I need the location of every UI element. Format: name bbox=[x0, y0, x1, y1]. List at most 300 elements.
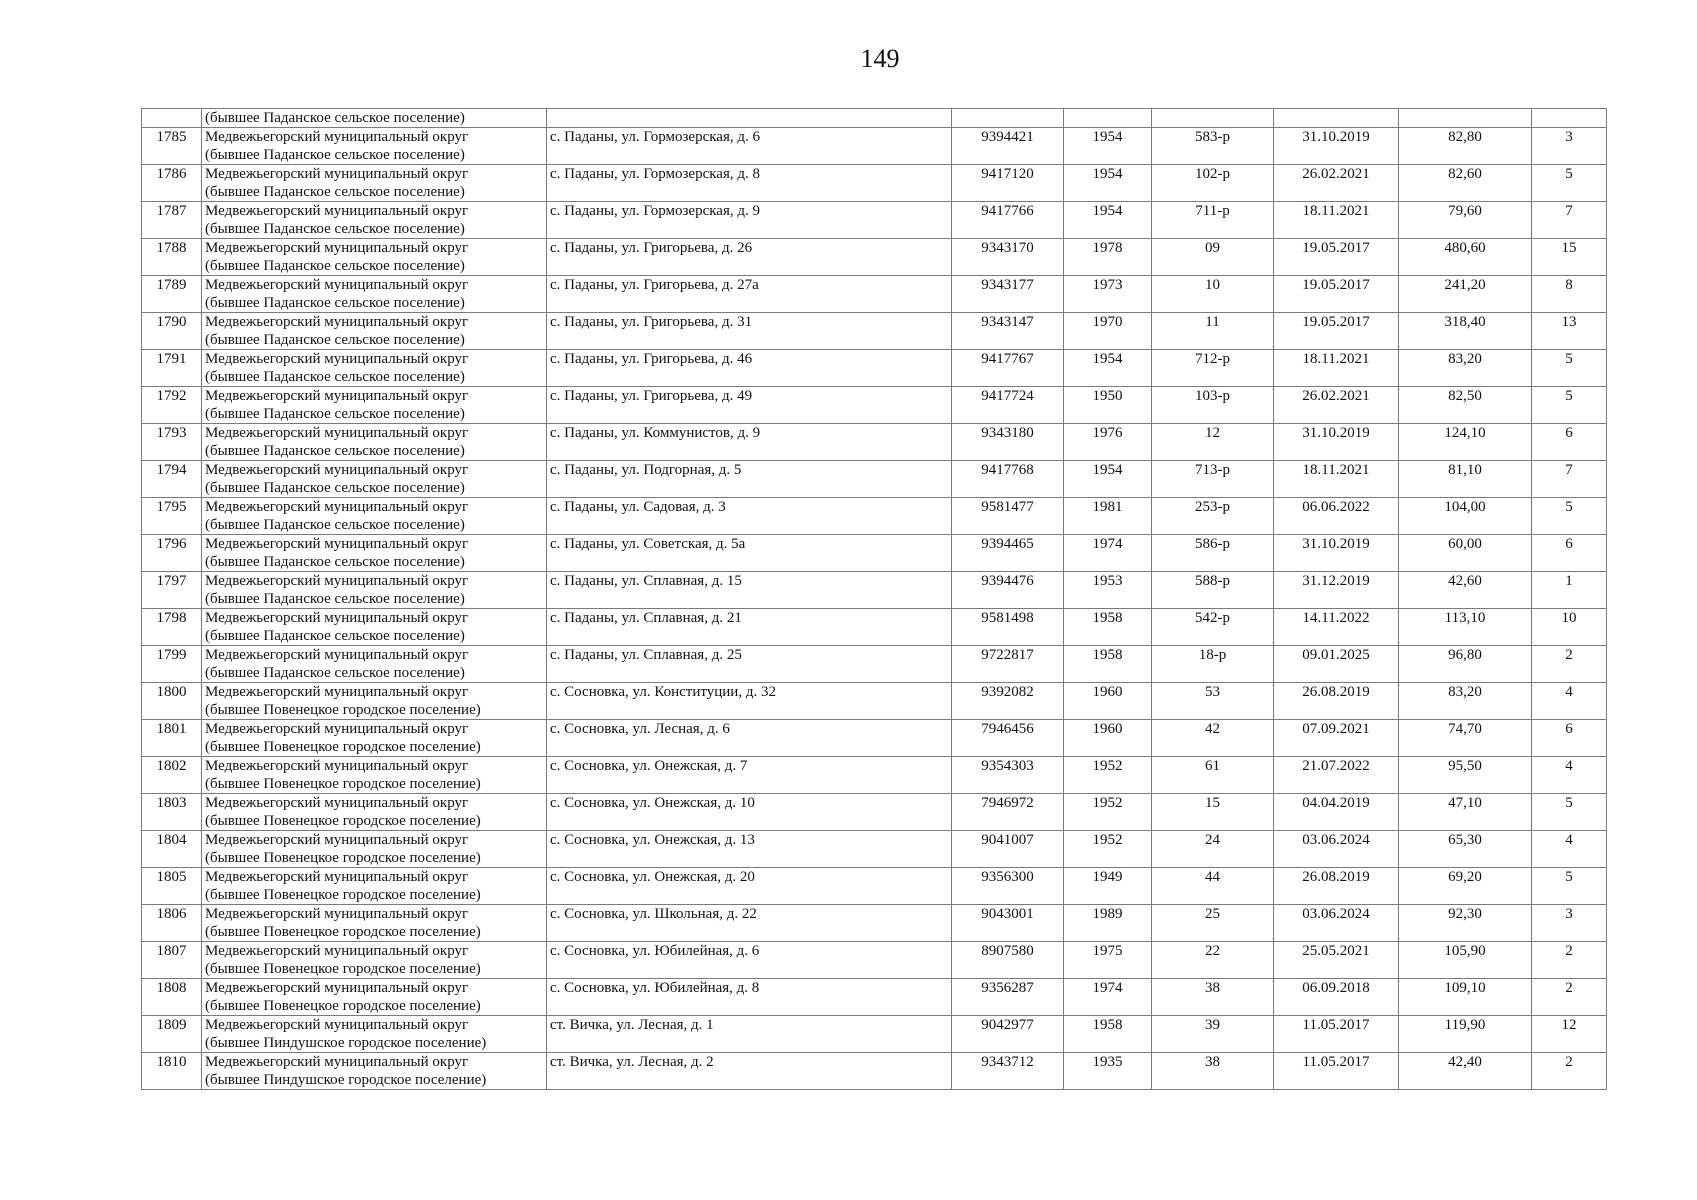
table-row bbox=[142, 572, 1607, 609]
table-row bbox=[142, 942, 1607, 979]
municipality-name: Медвежьегорский муниципальный округ bbox=[205, 277, 469, 293]
resident-count: 6 bbox=[1532, 535, 1607, 572]
table-row bbox=[142, 683, 1607, 720]
resident-count: 2 bbox=[1532, 1053, 1607, 1090]
page-number: 149 bbox=[860, 44, 900, 73]
address: с. Паданы, ул. Садовая, д. 3 bbox=[547, 498, 952, 535]
cadastral-code: 9343170 bbox=[952, 239, 1064, 276]
cadastral-code: 9722817 bbox=[952, 646, 1064, 683]
address: с. Сосновка, ул. Онежская, д. 7 bbox=[547, 757, 952, 794]
document-date: 11.05.2017 bbox=[1274, 1016, 1399, 1053]
document-number: 583-р bbox=[1152, 128, 1274, 165]
row-number: 1791 bbox=[142, 350, 202, 387]
build-year: 1981 bbox=[1064, 498, 1152, 535]
document-date: 19.05.2017 bbox=[1274, 276, 1399, 313]
municipality bbox=[202, 720, 547, 757]
cadastral-code: 9343712 bbox=[952, 1053, 1064, 1090]
build-year: 1952 bbox=[1064, 757, 1152, 794]
area: 79,60 bbox=[1399, 202, 1532, 239]
resident-count: 3 bbox=[1532, 905, 1607, 942]
build-year: 1953 bbox=[1064, 572, 1152, 609]
row-number: 1785 bbox=[142, 128, 202, 165]
document-date: 11.05.2017 bbox=[1274, 1053, 1399, 1090]
area: 81,10 bbox=[1399, 461, 1532, 498]
row-number: 1794 bbox=[142, 461, 202, 498]
build-year: 1935 bbox=[1064, 1053, 1152, 1090]
address: ст. Вичка, ул. Лесная, д. 1 bbox=[547, 1016, 952, 1053]
resident-count: 15 bbox=[1532, 239, 1607, 276]
address: с. Паданы, ул. Советская, д. 5а bbox=[547, 535, 952, 572]
area: 113,10 bbox=[1399, 609, 1532, 646]
municipality-name: Медвежьегорский муниципальный округ bbox=[205, 980, 469, 996]
municipality bbox=[202, 1016, 547, 1053]
document-date: 26.08.2019 bbox=[1274, 683, 1399, 720]
table-row bbox=[142, 535, 1607, 572]
cadastral-code: 9343180 bbox=[952, 424, 1064, 461]
former-settlement: (бывшее Повенецкое городское поселение) bbox=[205, 998, 481, 1014]
cadastral-code: 9041007 bbox=[952, 831, 1064, 868]
row-number: 1800 bbox=[142, 683, 202, 720]
municipality bbox=[202, 313, 547, 350]
former-settlement: (бывшее Паданское сельское поселение) bbox=[205, 221, 465, 237]
municipality-name: Медвежьегорский муниципальный округ bbox=[205, 869, 469, 885]
build-year: 1950 bbox=[1064, 387, 1152, 424]
build-year: 1973 bbox=[1064, 276, 1152, 313]
cadastral-code bbox=[952, 109, 1064, 128]
area: 42,60 bbox=[1399, 572, 1532, 609]
cadastral-code: 9356300 bbox=[952, 868, 1064, 905]
document-date: 31.10.2019 bbox=[1274, 535, 1399, 572]
address: с. Сосновка, ул. Онежская, д. 10 bbox=[547, 794, 952, 831]
cadastral-code: 9392082 bbox=[952, 683, 1064, 720]
document-date: 31.12.2019 bbox=[1274, 572, 1399, 609]
municipality bbox=[202, 979, 547, 1016]
document-number: 103-р bbox=[1152, 387, 1274, 424]
build-year: 1978 bbox=[1064, 239, 1152, 276]
former-settlement: (бывшее Повенецкое городское поселение) bbox=[205, 739, 481, 755]
address: с. Сосновка, ул. Юбилейная, д. 6 bbox=[547, 942, 952, 979]
document-number: 542-р bbox=[1152, 609, 1274, 646]
document-number: 42 bbox=[1152, 720, 1274, 757]
resident-count: 5 bbox=[1532, 165, 1607, 202]
document-number bbox=[1152, 109, 1274, 128]
document-number: 25 bbox=[1152, 905, 1274, 942]
build-year: 1954 bbox=[1064, 128, 1152, 165]
former-settlement: (бывшее Повенецкое городское поселение) bbox=[205, 887, 481, 903]
row-number: 1799 bbox=[142, 646, 202, 683]
resident-count bbox=[1532, 109, 1607, 128]
municipality bbox=[202, 609, 547, 646]
table-row bbox=[142, 276, 1607, 313]
build-year: 1960 bbox=[1064, 683, 1152, 720]
address: с. Паданы, ул. Коммунистов, д. 9 bbox=[547, 424, 952, 461]
document-date: 14.11.2022 bbox=[1274, 609, 1399, 646]
area: 318,40 bbox=[1399, 313, 1532, 350]
table-row bbox=[142, 757, 1607, 794]
row-number: 1804 bbox=[142, 831, 202, 868]
former-settlement: (бывшее Паданское сельское поселение) bbox=[205, 295, 465, 311]
address: с. Паданы, ул. Гормозерская, д. 9 bbox=[547, 202, 952, 239]
cadastral-code: 9043001 bbox=[952, 905, 1064, 942]
table-row bbox=[142, 905, 1607, 942]
build-year: 1958 bbox=[1064, 1016, 1152, 1053]
resident-count: 10 bbox=[1532, 609, 1607, 646]
cadastral-code: 9581477 bbox=[952, 498, 1064, 535]
cadastral-code: 9417767 bbox=[952, 350, 1064, 387]
row-number: 1798 bbox=[142, 609, 202, 646]
resident-count: 4 bbox=[1532, 683, 1607, 720]
cadastral-code: 8907580 bbox=[952, 942, 1064, 979]
municipality bbox=[202, 239, 547, 276]
area: 124,10 bbox=[1399, 424, 1532, 461]
build-year: 1975 bbox=[1064, 942, 1152, 979]
former-settlement: (бывшее Паданское сельское поселение) bbox=[205, 258, 465, 274]
cadastral-code: 9394476 bbox=[952, 572, 1064, 609]
cadastral-code: 9354303 bbox=[952, 757, 1064, 794]
resident-count: 5 bbox=[1532, 868, 1607, 905]
cadastral-code: 9581498 bbox=[952, 609, 1064, 646]
former-settlement: (бывшее Паданское сельское поселение) bbox=[205, 406, 465, 422]
area: 82,60 bbox=[1399, 165, 1532, 202]
former-settlement: (бывшее Паданское сельское поселение) bbox=[205, 332, 465, 348]
municipality-name: Медвежьегорский муниципальный округ bbox=[205, 573, 469, 589]
row-number: 1801 bbox=[142, 720, 202, 757]
row-number: 1805 bbox=[142, 868, 202, 905]
document-date: 31.10.2019 bbox=[1274, 128, 1399, 165]
housing-registry-table bbox=[141, 108, 1607, 1090]
municipality bbox=[202, 350, 547, 387]
build-year: 1952 bbox=[1064, 794, 1152, 831]
row-number: 1797 bbox=[142, 572, 202, 609]
municipality bbox=[202, 498, 547, 535]
table-row bbox=[142, 313, 1607, 350]
address: с. Паданы, ул. Григорьева, д. 26 bbox=[547, 239, 952, 276]
municipality bbox=[202, 128, 547, 165]
document-number: 38 bbox=[1152, 979, 1274, 1016]
former-settlement: (бывшее Повенецкое городское поселение) bbox=[205, 924, 481, 940]
former-settlement: (бывшее Пиндушское городское поселение) bbox=[205, 1072, 487, 1088]
address: с. Сосновка, ул. Лесная, д. 6 bbox=[547, 720, 952, 757]
document-date: 18.11.2021 bbox=[1274, 350, 1399, 387]
document-number: 253-р bbox=[1152, 498, 1274, 535]
row-number: 1807 bbox=[142, 942, 202, 979]
document-number: 44 bbox=[1152, 868, 1274, 905]
cadastral-code: 9394421 bbox=[952, 128, 1064, 165]
continuation-row bbox=[142, 109, 1607, 128]
row-number: 1806 bbox=[142, 905, 202, 942]
municipality-name: Медвежьегорский муниципальный округ bbox=[205, 425, 469, 441]
build-year: 1954 bbox=[1064, 165, 1152, 202]
municipality bbox=[202, 165, 547, 202]
document-number: 09 bbox=[1152, 239, 1274, 276]
table-row bbox=[142, 868, 1607, 905]
address: с. Паданы, ул. Сплавная, д. 15 bbox=[547, 572, 952, 609]
address: с. Сосновка, ул. Юбилейная, д. 8 bbox=[547, 979, 952, 1016]
municipality bbox=[202, 461, 547, 498]
build-year: 1952 bbox=[1064, 831, 1152, 868]
table-row bbox=[142, 498, 1607, 535]
municipality-name: Медвежьегорский муниципальный округ bbox=[205, 1017, 469, 1033]
area: 74,70 bbox=[1399, 720, 1532, 757]
table-row bbox=[142, 424, 1607, 461]
document-number: 53 bbox=[1152, 683, 1274, 720]
document-number: 24 bbox=[1152, 831, 1274, 868]
cadastral-code: 9356287 bbox=[952, 979, 1064, 1016]
area: 119,90 bbox=[1399, 1016, 1532, 1053]
municipality bbox=[202, 794, 547, 831]
cadastral-code: 9343147 bbox=[952, 313, 1064, 350]
document-date: 19.05.2017 bbox=[1274, 239, 1399, 276]
area: 65,30 bbox=[1399, 831, 1532, 868]
document-number: 39 bbox=[1152, 1016, 1274, 1053]
build-year bbox=[1064, 109, 1152, 128]
municipality bbox=[202, 535, 547, 572]
table-row bbox=[142, 202, 1607, 239]
municipality-name: Медвежьегорский муниципальный округ bbox=[205, 721, 469, 737]
resident-count: 1 bbox=[1532, 572, 1607, 609]
row-number: 1803 bbox=[142, 794, 202, 831]
resident-count: 3 bbox=[1532, 128, 1607, 165]
municipality-name: Медвежьегорский муниципальный округ bbox=[205, 462, 469, 478]
build-year: 1960 bbox=[1064, 720, 1152, 757]
cadastral-code: 9417766 bbox=[952, 202, 1064, 239]
municipality-name: Медвежьегорский муниципальный округ bbox=[205, 795, 469, 811]
resident-count: 13 bbox=[1532, 313, 1607, 350]
table-row bbox=[142, 831, 1607, 868]
row-number: 1808 bbox=[142, 979, 202, 1016]
document-number: 588-р bbox=[1152, 572, 1274, 609]
row-number: 1789 bbox=[142, 276, 202, 313]
resident-count: 4 bbox=[1532, 757, 1607, 794]
address: с. Паданы, ул. Григорьева, д. 46 bbox=[547, 350, 952, 387]
build-year: 1976 bbox=[1064, 424, 1152, 461]
document-date: 21.07.2022 bbox=[1274, 757, 1399, 794]
area: 82,50 bbox=[1399, 387, 1532, 424]
row-number bbox=[142, 109, 202, 128]
document-number: 12 bbox=[1152, 424, 1274, 461]
row-number: 1793 bbox=[142, 424, 202, 461]
resident-count: 6 bbox=[1532, 424, 1607, 461]
row-number: 1786 bbox=[142, 165, 202, 202]
municipality bbox=[202, 831, 547, 868]
former-settlement: (бывшее Повенецкое городское поселение) bbox=[205, 813, 481, 829]
document-date: 25.05.2021 bbox=[1274, 942, 1399, 979]
municipality-name: Медвежьегорский муниципальный округ bbox=[205, 647, 469, 663]
municipality bbox=[202, 387, 547, 424]
resident-count: 5 bbox=[1532, 794, 1607, 831]
address: с. Паданы, ул. Гормозерская, д. 6 bbox=[547, 128, 952, 165]
former-settlement: (бывшее Паданское сельское поселение) bbox=[205, 628, 465, 644]
document-date: 06.06.2022 bbox=[1274, 498, 1399, 535]
former-settlement: (бывшее Повенецкое городское поселение) bbox=[205, 961, 481, 977]
table-row bbox=[142, 720, 1607, 757]
build-year: 1958 bbox=[1064, 646, 1152, 683]
area: 96,80 bbox=[1399, 646, 1532, 683]
former-settlement: (бывшее Повенецкое городское поселение) bbox=[205, 850, 481, 866]
municipality bbox=[202, 757, 547, 794]
document-date: 03.06.2024 bbox=[1274, 905, 1399, 942]
address: с. Паданы, ул. Григорьева, д. 49 bbox=[547, 387, 952, 424]
document-number: 18-р bbox=[1152, 646, 1274, 683]
municipality-name: Медвежьегорский муниципальный округ bbox=[205, 832, 469, 848]
address: с. Паданы, ул. Сплавная, д. 25 bbox=[547, 646, 952, 683]
document-number: 713-р bbox=[1152, 461, 1274, 498]
municipality-name: Медвежьегорский муниципальный округ bbox=[205, 314, 469, 330]
municipality: (бывшее Паданское сельское поселение) bbox=[202, 109, 547, 128]
build-year: 1958 bbox=[1064, 609, 1152, 646]
document-date: 18.11.2021 bbox=[1274, 202, 1399, 239]
former-settlement: (бывшее Паданское сельское поселение) bbox=[205, 443, 465, 459]
area: 104,00 bbox=[1399, 498, 1532, 535]
table-row bbox=[142, 1016, 1607, 1053]
document-number: 102-р bbox=[1152, 165, 1274, 202]
row-number: 1795 bbox=[142, 498, 202, 535]
cadastral-code: 9417768 bbox=[952, 461, 1064, 498]
cadastral-code: 9394465 bbox=[952, 535, 1064, 572]
build-year: 1974 bbox=[1064, 979, 1152, 1016]
table-row bbox=[142, 461, 1607, 498]
document-date: 07.09.2021 bbox=[1274, 720, 1399, 757]
document-number: 22 bbox=[1152, 942, 1274, 979]
document-number: 586-р bbox=[1152, 535, 1274, 572]
document-number: 11 bbox=[1152, 313, 1274, 350]
municipality-name: Медвежьегорский муниципальный округ bbox=[205, 1054, 469, 1070]
address: с. Паданы, ул. Сплавная, д. 21 bbox=[547, 609, 952, 646]
resident-count: 2 bbox=[1532, 942, 1607, 979]
document-number: 38 bbox=[1152, 1053, 1274, 1090]
address: с. Паданы, ул. Гормозерская, д. 8 bbox=[547, 165, 952, 202]
table-row bbox=[142, 794, 1607, 831]
address: с. Паданы, ул. Подгорная, д. 5 bbox=[547, 461, 952, 498]
address: ст. Вичка, ул. Лесная, д. 2 bbox=[547, 1053, 952, 1090]
municipality bbox=[202, 424, 547, 461]
former-settlement: (бывшее Паданское сельское поселение) bbox=[205, 147, 465, 163]
municipality bbox=[202, 646, 547, 683]
resident-count: 5 bbox=[1532, 387, 1607, 424]
resident-count: 2 bbox=[1532, 979, 1607, 1016]
document-date: 04.04.2019 bbox=[1274, 794, 1399, 831]
row-number: 1802 bbox=[142, 757, 202, 794]
area: 42,40 bbox=[1399, 1053, 1532, 1090]
document-number: 10 bbox=[1152, 276, 1274, 313]
municipality-name: Медвежьегорский муниципальный округ bbox=[205, 240, 469, 256]
municipality-name: Медвежьегорский муниципальный округ bbox=[205, 388, 469, 404]
build-year: 1970 bbox=[1064, 313, 1152, 350]
address: с. Паданы, ул. Григорьева, д. 31 bbox=[547, 313, 952, 350]
document-date: 26.08.2019 bbox=[1274, 868, 1399, 905]
registry-body bbox=[142, 109, 1607, 1090]
former-settlement: (бывшее Паданское сельское поселение) bbox=[205, 554, 465, 570]
resident-count: 8 bbox=[1532, 276, 1607, 313]
document-number: 711-р bbox=[1152, 202, 1274, 239]
table-row bbox=[142, 165, 1607, 202]
document-number: 61 bbox=[1152, 757, 1274, 794]
row-number: 1792 bbox=[142, 387, 202, 424]
address: с. Паданы, ул. Григорьева, д. 27а bbox=[547, 276, 952, 313]
municipality-name: Медвежьегорский муниципальный округ bbox=[205, 129, 469, 145]
address: с. Сосновка, ул. Школьная, д. 22 bbox=[547, 905, 952, 942]
area: 82,80 bbox=[1399, 128, 1532, 165]
table-row bbox=[142, 646, 1607, 683]
resident-count: 6 bbox=[1532, 720, 1607, 757]
municipality-name: Медвежьегорский муниципальный округ bbox=[205, 684, 469, 700]
municipality bbox=[202, 572, 547, 609]
address bbox=[547, 109, 952, 128]
cadastral-code: 7946456 bbox=[952, 720, 1064, 757]
former-settlement: (бывшее Паданское сельское поселение) bbox=[205, 517, 465, 533]
municipality bbox=[202, 942, 547, 979]
municipality bbox=[202, 202, 547, 239]
build-year: 1954 bbox=[1064, 202, 1152, 239]
cadastral-code: 7946972 bbox=[952, 794, 1064, 831]
municipality-name: Медвежьегорский муниципальный округ bbox=[205, 758, 469, 774]
document-date: 26.02.2021 bbox=[1274, 387, 1399, 424]
former-settlement: (бывшее Паданское сельское поселение) bbox=[205, 665, 465, 681]
row-number: 1796 bbox=[142, 535, 202, 572]
row-number: 1788 bbox=[142, 239, 202, 276]
municipality-name: Медвежьегорский муниципальный округ bbox=[205, 943, 469, 959]
resident-count: 5 bbox=[1532, 350, 1607, 387]
municipality-name: Медвежьегорский муниципальный округ bbox=[205, 166, 469, 182]
row-number: 1787 bbox=[142, 202, 202, 239]
document-date: 18.11.2021 bbox=[1274, 461, 1399, 498]
cadastral-code: 9417724 bbox=[952, 387, 1064, 424]
area: 480,60 bbox=[1399, 239, 1532, 276]
municipality-name: Медвежьегорский муниципальный округ bbox=[205, 906, 469, 922]
row-number: 1810 bbox=[142, 1053, 202, 1090]
address: с. Сосновка, ул. Конституции, д. 32 bbox=[547, 683, 952, 720]
former-settlement: (бывшее Паданское сельское поселение) bbox=[205, 369, 465, 385]
document-number: 712-р bbox=[1152, 350, 1274, 387]
table-row bbox=[142, 609, 1607, 646]
table-row bbox=[142, 128, 1607, 165]
area: 109,10 bbox=[1399, 979, 1532, 1016]
municipality-name: Медвежьегорский муниципальный округ bbox=[205, 351, 469, 367]
area: 60,00 bbox=[1399, 535, 1532, 572]
resident-count: 12 bbox=[1532, 1016, 1607, 1053]
municipality-name: Медвежьегорский муниципальный округ bbox=[205, 499, 469, 515]
former-settlement: (бывшее Паданское сельское поселение) bbox=[205, 184, 465, 200]
build-year: 1954 bbox=[1064, 350, 1152, 387]
resident-count: 2 bbox=[1532, 646, 1607, 683]
address: с. Сосновка, ул. Онежская, д. 13 bbox=[547, 831, 952, 868]
document-date: 31.10.2019 bbox=[1274, 424, 1399, 461]
former-settlement: (бывшее Повенецкое городское поселение) bbox=[205, 702, 481, 718]
area: 83,20 bbox=[1399, 350, 1532, 387]
document-date: 03.06.2024 bbox=[1274, 831, 1399, 868]
cadastral-code: 9417120 bbox=[952, 165, 1064, 202]
area: 95,50 bbox=[1399, 757, 1532, 794]
build-year: 1989 bbox=[1064, 905, 1152, 942]
cadastral-code: 9042977 bbox=[952, 1016, 1064, 1053]
document-date: 09.01.2025 bbox=[1274, 646, 1399, 683]
table-row bbox=[142, 350, 1607, 387]
area bbox=[1399, 109, 1532, 128]
area: 83,20 bbox=[1399, 683, 1532, 720]
area: 105,90 bbox=[1399, 942, 1532, 979]
municipality bbox=[202, 683, 547, 720]
municipality bbox=[202, 905, 547, 942]
municipality-name: Медвежьегорский муниципальный округ bbox=[205, 610, 469, 626]
area: 92,30 bbox=[1399, 905, 1532, 942]
document-date: 26.02.2021 bbox=[1274, 165, 1399, 202]
row-number: 1809 bbox=[142, 1016, 202, 1053]
table-row bbox=[142, 1053, 1607, 1090]
former-settlement: (бывшее Паданское сельское поселение) bbox=[205, 591, 465, 607]
municipality bbox=[202, 276, 547, 313]
table-row bbox=[142, 239, 1607, 276]
cadastral-code: 9343177 bbox=[952, 276, 1064, 313]
